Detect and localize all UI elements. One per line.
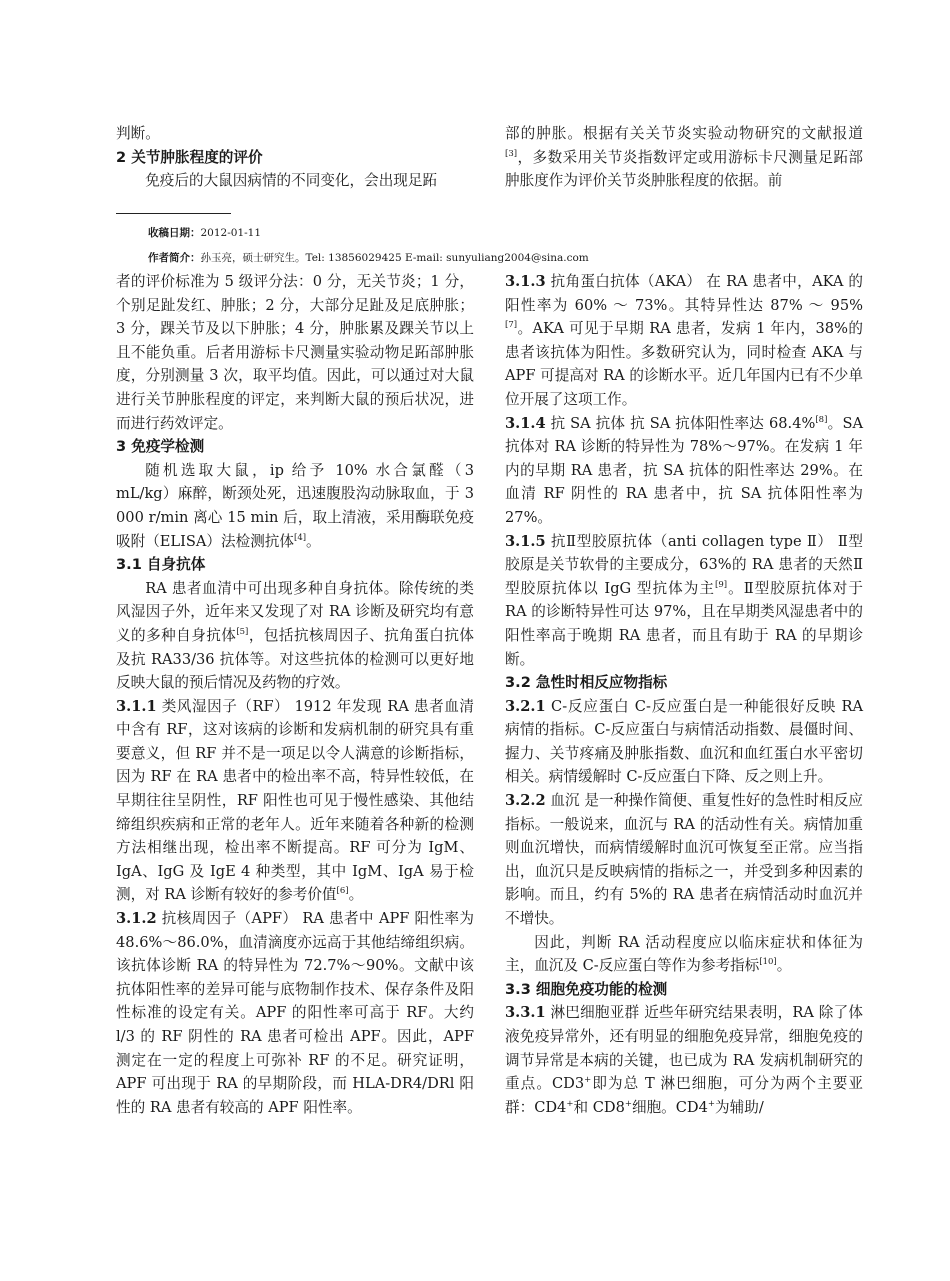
- superscript: +: [707, 1098, 716, 1109]
- footnote-author: 作者简介：孙玉亮，硕士研究生。Tel: 13856029425 E-mail: sunyuliang2004@sina.com: [148, 252, 589, 264]
- section-heading-3: 3 免疫学检测: [116, 438, 205, 456]
- citation-ref: [5]: [236, 627, 249, 638]
- paragraph: 3.1.5 抗Ⅱ型胶原抗体（anti collagen type Ⅱ） Ⅱ型胶原是关节软骨的主要成分，63%的 RA 患者的天然Ⅱ型胶原抗体以 IgG 型抗体为主[9]。Ⅱ型胶原抗体对于 RA 的诊断特异性可达 97%，且在早期类风湿患者中的阳性率高于晚期 RA 患者，而且有助于 RA 的早期诊断。: [505, 532, 864, 668]
- paragraph: 因此，判断 RA 活动程度应以临床症状和体征为主，血沉及 C-反应蛋白等作为参考指标[10]。: [505, 933, 863, 975]
- subsection-number: 3.2.2: [505, 792, 546, 810]
- paragraph: 免疫后的大鼠因病情的不同变化，会出现足跖: [145, 172, 438, 190]
- paragraph: 3.1.4 抗 SA 抗体 抗 SA 抗体阳性率达 68.4%[8]。SA 抗体对 RA 诊断的特异性为 78%～97%。在发病 1 年内的早期 RA 患者，抗 SA 抗体的阳性率达 29%。在血清 RF 阴性的 RA 患者中，抗 SA 抗体阳性率为 27%。: [505, 414, 863, 526]
- paragraph: 3.2.1 C-反应蛋白 C-反应蛋白是一种能很好反映 RA 病情的指标。C-反应蛋白与病情活动指数、晨僵时间、握力、关节疼痛及肿胀指数、血沉和血红蛋白水平密切相关。病情缓解时 C-反应蛋白下降、反之则上升。: [505, 697, 863, 786]
- subsection-number: 3.1.5: [505, 532, 546, 550]
- paragraph: 随机选取大鼠，ip 给予 10% 水合氯醛（3 mL/kg）麻醉，断颈处死，迅速腹股沟动脉取血，于 3 000 r/min 离心 15 min 后，取上清液，采用酶联免疫吸附（ELISA）法检测抗体[4]。: [116, 461, 474, 550]
- citation-ref: [10]: [759, 957, 777, 968]
- footnote-divider: [116, 213, 231, 214]
- top-right-column: [505, 122, 863, 193]
- section-heading-2: 2 关节肿胀程度的评价: [116, 148, 263, 166]
- citation-ref: [9]: [715, 579, 728, 590]
- paragraph: 部的肿胀。根据有关关节炎实验动物研究的文献报道[3]，多数采用关节炎指数评定或用游标卡尺测量足跖部肿胀度作为评价关节炎肿胀程度的依据。前: [505, 125, 863, 190]
- paragraph: 3.1.1 类风湿因子（RF） 1912 年发现 RA 患者血清中含有 RF，这对该病的诊断和发病机制的研究具有重要意义，但 RF 并不是一项足以令人满意的诊断指标，因为 RF 在 RA 患者中的检出率不高，特异性较低，在早期往往呈阴性，RF 阳性也可见于慢性感染、其他结缔组织疾病和正常的老年人。近年来随着各种新的检测方法相继出现，检出率不断提高。RF 可分为 IgM、IgA、IgG 及 IgE 4 种类型，其中 IgM、IgA 易于检测，对 RA 诊断有较好的参考价值[6]。: [116, 697, 474, 904]
- citation-ref: [7]: [505, 320, 518, 331]
- subsection-number: 3.1.1: [116, 697, 157, 715]
- paragraph: 判断。: [116, 125, 160, 142]
- section-heading-3-2: 3.2 急性时相反应物指标: [505, 674, 668, 692]
- paragraph: 3.1.3 抗角蛋白抗体（AKA） 在 RA 患者中，AKA 的阳性率为 60% ～ 73%。其特异性达 87% ～ 95%[7]。AKA 可见于早期 RA 患者，发病 1 年内，38%的患者该抗体为阳性。多数研究认为，同时检查 AKA 与 APF 可提高对 RA 的诊断水平。近几年国内已有不少单位开展了这项工作。: [505, 273, 863, 408]
- section-heading-3-3: 3.3 细胞免疫功能的检测: [505, 980, 668, 998]
- paragraph: 3.2.2 血沉 是一种操作简便、重复性好的急性时相反应指标。一般说来，血沉与 RA 的活动性有关。病情加重则血沉增快，而病情缓解时血沉可恢复至正常。应当指出，血沉只是反映病情的指标之一，并受到多种因素的影响。而且，约有 5%的 RA 患者在病情活动时血沉并不增快。: [505, 792, 863, 928]
- subsection-number: 3.3.1: [505, 1004, 546, 1022]
- superscript: +: [624, 1098, 632, 1109]
- subsection-number: 3.1.4: [505, 414, 546, 432]
- subsection-number: 3.2.1: [505, 697, 546, 715]
- superscript: +: [584, 1075, 592, 1086]
- citation-ref: [3]: [505, 148, 518, 159]
- subsection-number: 3.1.3: [505, 273, 546, 290]
- paragraph: 者的评价标准为 5 级评分法：0 分，无关节炎；1 分，个别足趾发红、肿胀；2 分，大部分足趾及足底肿胀；3 分，踝关节及以下肿胀；4 分，肿胀累及踝关节以上且不能负重。后者用游标卡尺测量实验动物足跖部肿胀度，分别测量 3 次，取平均值。因此，可以通过对大鼠进行关节肿胀程度的评定，来判断大鼠的预后状况，进而进行药效评定。: [116, 273, 474, 432]
- citation-ref: [8]: [815, 414, 828, 425]
- section-heading-3-1: 3.1 自身抗体: [116, 556, 206, 574]
- footnote-received: 收稿日期：2012-01-11: [148, 227, 262, 239]
- left-column: [116, 270, 474, 1119]
- right-column: [505, 270, 863, 1119]
- paragraph: RA 患者血清中可出现多种自身抗体。除传统的类风湿因子外，近年来又发现了对 RA 诊断及研究均有意义的多种自身抗体[5]，包括抗核周因子、抗角蛋白抗体及抗 RA33/36 抗体等。对这些抗体的检测可以更好地反映大鼠的预后情况及药物的疗效。: [116, 579, 474, 692]
- citation-ref: [4]: [294, 532, 307, 543]
- citation-ref: [6]: [336, 886, 349, 897]
- superscript: +: [566, 1098, 574, 1109]
- paragraph: 3.3.1 淋巴细胞亚群 近些年研究结果表明，RA 除了体液免疫异常外，还有明显的细胞免疫异常，细胞免疫的调节异常是本病的关键，也已成为 RA 发病机制研究的重点。CD3+即为总 T 淋巴细胞，可分为两个主要亚群：CD4+和 CD8+细胞。CD4+为辅助/: [505, 1004, 863, 1116]
- subsection-number: 3.1.2: [116, 910, 157, 928]
- top-left-column: [116, 122, 474, 193]
- paragraph: 3.1.2 抗核周因子（APF） RA 患者中 APF 阳性率为 48.6%～86.0%，血清滴度亦远高于其他结缔组织病。该抗体诊断 RA 的特异性为 72.7%～90%。文献中该抗体阳性率的差异可能与底物制作技术、保存条件及阳性标准的设定有关。APF 的阳性率可高于 RF。大约 l/3 的 RF 阴性的 RA 患者可检出 APF。因此，APF 测定在一定的程度上可弥补 RF 的不足。研究证明，APF 可出现于 RA 的早期阶段，而 HLA-DR4/DRl 阳性的 RA 患者有较高的 APF 阳性率。: [116, 910, 474, 1116]
